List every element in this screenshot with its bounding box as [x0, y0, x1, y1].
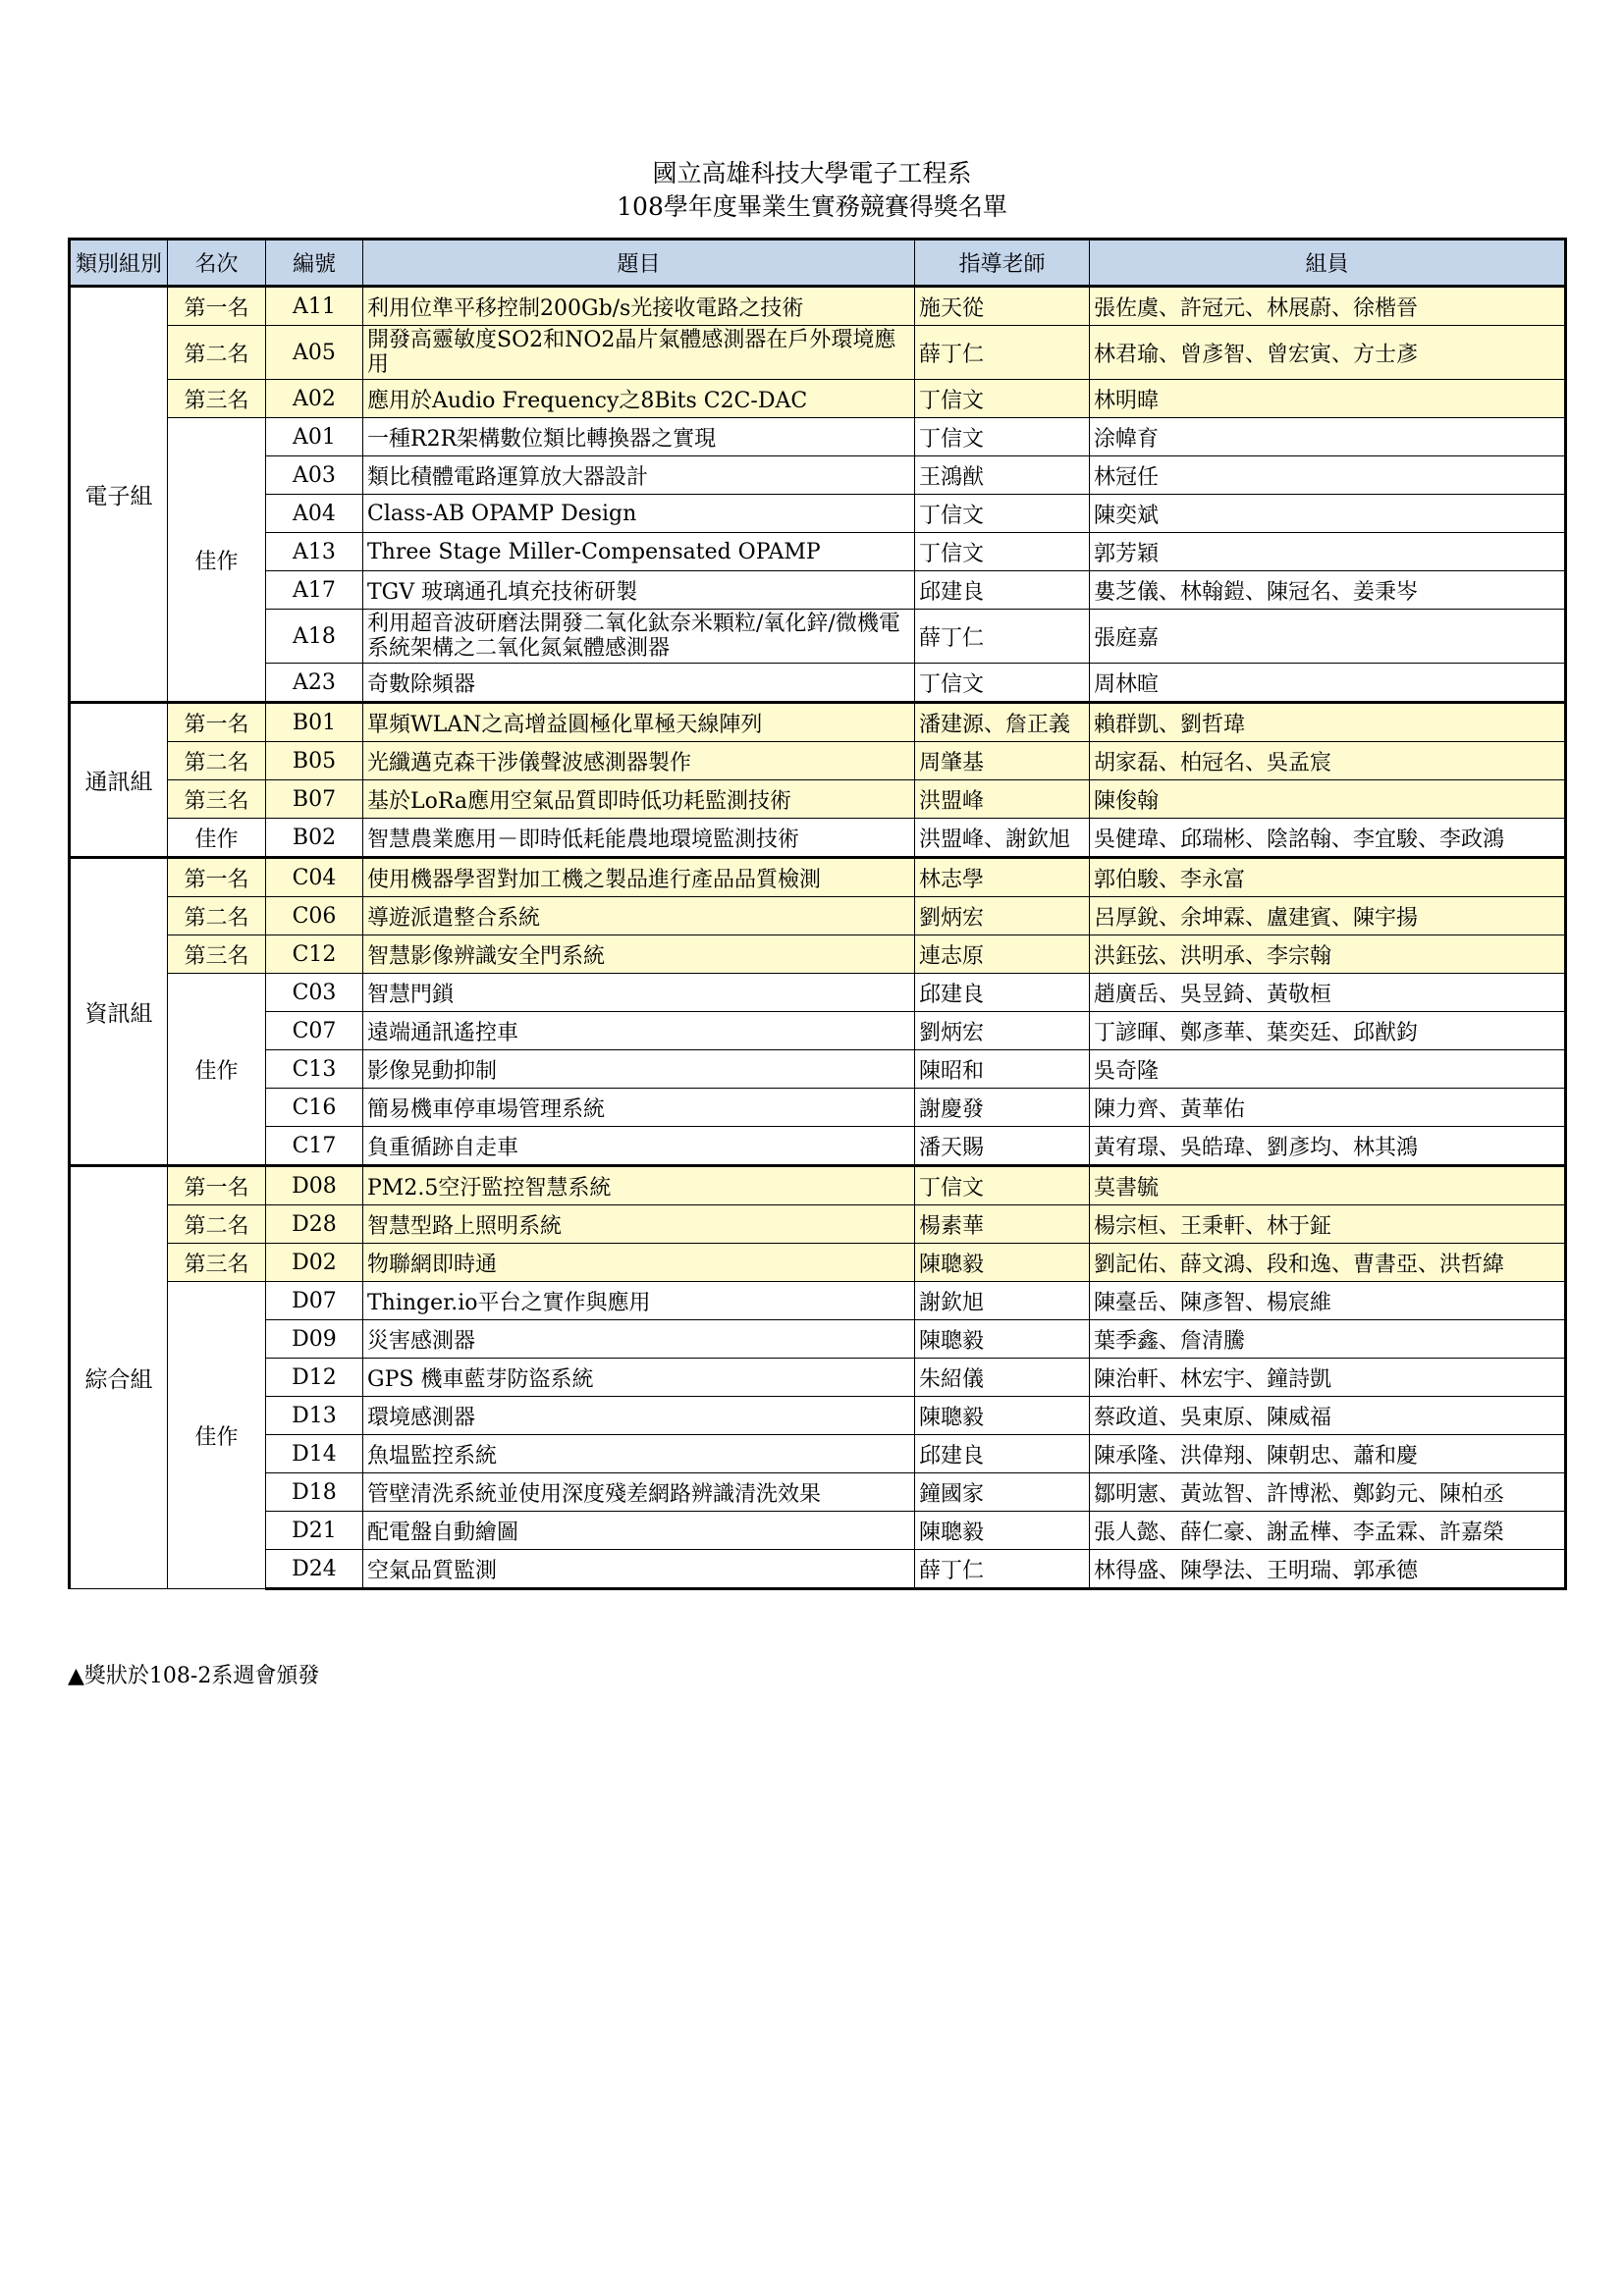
code-cell: D12	[266, 1359, 363, 1397]
rank-cell: 佳作	[168, 819, 266, 858]
topic-cell: 災害感測器	[363, 1320, 915, 1359]
members-cell: 郭芳穎	[1090, 533, 1566, 571]
code-cell: B01	[266, 703, 363, 742]
title-school: 國立高雄科技大學電子工程系	[652, 159, 972, 187]
code-cell: A11	[266, 287, 363, 326]
header-advisor: 指導老師	[915, 240, 1090, 287]
table-row	[70, 1397, 1566, 1435]
advisor-cell: 潘天賜	[915, 1127, 1090, 1166]
advisor-cell: 劉炳宏	[915, 1012, 1090, 1050]
members-cell: 周林暄	[1090, 664, 1566, 703]
members-cell: 張佐虞、許冠元、林展蔚、徐楷晉	[1090, 287, 1566, 326]
topic-cell: 利用超音波研磨法開發二氧化鈦奈米顆粒/氧化鋅/微機電系統架構之二氧化氮氣體感測器	[363, 610, 915, 664]
members-cell: 楊宗桓、王秉軒、林于鉦	[1090, 1205, 1566, 1244]
rank-cell: 佳作	[168, 974, 266, 1166]
advisor-cell: 劉炳宏	[915, 897, 1090, 935]
rank-cell: 第二名	[168, 1205, 266, 1244]
rank-cell: 第二名	[168, 742, 266, 780]
code-cell: A02	[266, 380, 363, 418]
rank-cell: 第三名	[168, 935, 266, 974]
code-cell: A17	[266, 571, 363, 610]
table-row	[70, 974, 1566, 1012]
topic-cell: 智慧影像辨識安全門系統	[363, 935, 915, 974]
topic-cell: 奇數除頻器	[363, 664, 915, 703]
advisor-cell: 薛丁仁	[915, 610, 1090, 664]
table-row	[70, 326, 1566, 380]
rank-cell: 第三名	[168, 1244, 266, 1282]
header-members: 組員	[1090, 240, 1566, 287]
header-category: 類別組別	[70, 240, 168, 287]
topic-cell: 光纖邁克森干涉儀聲波感測器製作	[363, 742, 915, 780]
members-cell: 林君瑜、曾彥智、曾宏寅、方士彥	[1090, 326, 1566, 380]
topic-cell: 智慧農業應用－即時低耗能農地環境監測技術	[363, 819, 915, 858]
awards-table	[68, 238, 1567, 1590]
members-cell: 陳承隆、洪偉翔、陳朝忠、蕭和慶	[1090, 1435, 1566, 1473]
topic-cell: 負重循跡自走車	[363, 1127, 915, 1166]
table-row	[70, 664, 1566, 703]
members-cell: 林冠任	[1090, 456, 1566, 495]
advisor-cell: 連志原	[915, 935, 1090, 974]
header-topic: 題目	[363, 240, 915, 287]
code-cell: A23	[266, 664, 363, 703]
table-row	[70, 935, 1566, 974]
table-row	[70, 1435, 1566, 1473]
members-cell: 陳臺岳、陳彥智、楊宸維	[1090, 1282, 1566, 1320]
members-cell: 涂幃育	[1090, 418, 1566, 456]
topic-cell: 利用位準平移控制200Gb/s光接收電路之技術	[363, 287, 915, 326]
header-code: 編號	[266, 240, 363, 287]
code-cell: D07	[266, 1282, 363, 1320]
topic-cell: 基於LoRa應用空氣品質即時低功耗監測技術	[363, 780, 915, 819]
code-cell: A04	[266, 495, 363, 533]
table-row	[70, 858, 1566, 897]
advisor-cell: 周肇基	[915, 742, 1090, 780]
title-event: 108學年度畢業生實務競賽得獎名單	[617, 192, 1007, 221]
members-cell: 吳奇隆	[1090, 1050, 1566, 1089]
code-cell: C13	[266, 1050, 363, 1089]
topic-cell: 應用於Audio Frequency之8Bits C2C-DAC	[363, 380, 915, 418]
table-row	[70, 1473, 1566, 1512]
advisor-cell: 陳昭和	[915, 1050, 1090, 1089]
advisor-cell: 楊素華	[915, 1205, 1090, 1244]
code-cell: A13	[266, 533, 363, 571]
advisor-cell: 王鴻猷	[915, 456, 1090, 495]
members-cell: 林明暐	[1090, 380, 1566, 418]
members-cell: 劉記佑、薛文鴻、段和逸、曹書亞、洪哲緯	[1090, 1244, 1566, 1282]
advisor-cell: 陳聰毅	[915, 1244, 1090, 1282]
members-cell: 胡家磊、柏冠名、吳孟宸	[1090, 742, 1566, 780]
members-cell: 呂厚銳、余坤霖、盧建賓、陳宇揚	[1090, 897, 1566, 935]
table-row	[70, 1012, 1566, 1050]
members-cell: 莫書毓	[1090, 1166, 1566, 1205]
advisor-cell: 陳聰毅	[915, 1512, 1090, 1550]
advisor-cell: 丁信文	[915, 533, 1090, 571]
members-cell: 林得盛、陳學法、王明瑞、郭承德	[1090, 1550, 1566, 1589]
category-cell: 電子組	[70, 287, 168, 703]
code-cell: B02	[266, 819, 363, 858]
code-cell: D28	[266, 1205, 363, 1244]
advisor-cell: 朱紹儀	[915, 1359, 1090, 1397]
code-cell: B05	[266, 742, 363, 780]
table-body	[70, 287, 1566, 1589]
rank-cell: 第一名	[168, 858, 266, 897]
topic-cell: PM2.5空汙監控智慧系統	[363, 1166, 915, 1205]
table-row	[70, 1050, 1566, 1089]
members-cell: 陳奕斌	[1090, 495, 1566, 533]
table-row	[70, 571, 1566, 610]
table-row	[70, 418, 1566, 456]
topic-cell: GPS 機車藍芽防盜系統	[363, 1359, 915, 1397]
members-cell: 郭伯駿、李永富	[1090, 858, 1566, 897]
header-rank: 名次	[168, 240, 266, 287]
code-cell: B07	[266, 780, 363, 819]
rank-cell: 佳作	[168, 418, 266, 703]
rank-cell: 第二名	[168, 326, 266, 380]
advisor-cell: 謝慶發	[915, 1089, 1090, 1127]
topic-cell: 物聯網即時通	[363, 1244, 915, 1282]
category-cell: 通訊組	[70, 703, 168, 858]
members-cell: 丁諺暉、鄭彥華、葉奕廷、邱猷鈞	[1090, 1012, 1566, 1050]
members-cell: 張人懿、薛仁豪、謝孟樺、李孟霖、許嘉榮	[1090, 1512, 1566, 1550]
code-cell: C06	[266, 897, 363, 935]
advisor-cell: 丁信文	[915, 418, 1090, 456]
topic-cell: 空氣品質監測	[363, 1550, 915, 1589]
rank-cell: 第一名	[168, 287, 266, 326]
code-cell: D18	[266, 1473, 363, 1512]
table-row	[70, 780, 1566, 819]
table-row	[70, 1512, 1566, 1550]
table-row	[70, 897, 1566, 935]
category-cell: 綜合組	[70, 1166, 168, 1589]
topic-cell: 智慧型路上照明系統	[363, 1205, 915, 1244]
topic-cell: 管壁清洗系統並使用深度殘差網路辨識清洗效果	[363, 1473, 915, 1512]
table-row	[70, 1205, 1566, 1244]
table-row	[70, 1089, 1566, 1127]
members-cell: 蔡政道、吳東原、陳威福	[1090, 1397, 1566, 1435]
topic-cell: 開發高靈敏度SO2和NO2晶片氣體感測器在戶外環境應用	[363, 326, 915, 380]
code-cell: C16	[266, 1089, 363, 1127]
topic-cell: 遠端通訊遙控車	[363, 1012, 915, 1050]
advisor-cell: 薛丁仁	[915, 1550, 1090, 1589]
advisor-cell: 丁信文	[915, 664, 1090, 703]
table-row	[70, 1127, 1566, 1166]
advisor-cell: 施天從	[915, 287, 1090, 326]
members-cell: 陳治軒、林宏宇、鐘詩凱	[1090, 1359, 1566, 1397]
table-row	[70, 1320, 1566, 1359]
advisor-cell: 陳聰毅	[915, 1320, 1090, 1359]
code-cell: D13	[266, 1397, 363, 1435]
rank-cell: 第一名	[168, 1166, 266, 1205]
table-row	[70, 287, 1566, 326]
members-cell: 葉季鑫、詹清騰	[1090, 1320, 1566, 1359]
members-cell: 陳力齊、黃華佑	[1090, 1089, 1566, 1127]
code-cell: C04	[266, 858, 363, 897]
topic-cell: 配電盤自動繪圖	[363, 1512, 915, 1550]
members-cell: 張庭嘉	[1090, 610, 1566, 664]
table-row	[70, 380, 1566, 418]
topic-cell: 一種R2R架構數位類比轉換器之實現	[363, 418, 915, 456]
members-cell: 鄒明憲、黃竑智、許博淞、鄭鈞元、陳柏丞	[1090, 1473, 1566, 1512]
topic-cell: 影像晃動抑制	[363, 1050, 915, 1089]
topic-cell: 智慧門鎖	[363, 974, 915, 1012]
topic-cell: 魚塭監控系統	[363, 1435, 915, 1473]
table-row	[70, 1244, 1566, 1282]
table-row	[70, 1282, 1566, 1320]
table-row	[70, 742, 1566, 780]
topic-cell: 使用機器學習對加工機之製品進行產品品質檢測	[363, 858, 915, 897]
topic-cell: 單頻WLAN之高增益圓極化單極天線陣列	[363, 703, 915, 742]
header-row	[70, 240, 1566, 287]
code-cell: A05	[266, 326, 363, 380]
code-cell: D14	[266, 1435, 363, 1473]
table-row	[70, 819, 1566, 858]
table-row	[70, 1166, 1566, 1205]
topic-cell: Three Stage Miller-Compensated OPAMP	[363, 533, 915, 571]
code-cell: D09	[266, 1320, 363, 1359]
members-cell: 賴群凱、劉哲瑋	[1090, 703, 1566, 742]
advisor-cell: 邱建良	[915, 1435, 1090, 1473]
code-cell: A01	[266, 418, 363, 456]
topic-cell: 環境感測器	[363, 1397, 915, 1435]
advisor-cell: 邱建良	[915, 571, 1090, 610]
advisor-cell: 邱建良	[915, 974, 1090, 1012]
topic-cell: Class-AB OPAMP Design	[363, 495, 915, 533]
members-cell: 趙廣岳、吳昱錡、黃敬桓	[1090, 974, 1566, 1012]
advisor-cell: 丁信文	[915, 1166, 1090, 1205]
topic-cell: 導遊派遣整合系統	[363, 897, 915, 935]
category-cell: 資訊組	[70, 858, 168, 1166]
advisor-cell: 陳聰毅	[915, 1397, 1090, 1435]
advisor-cell: 謝欽旭	[915, 1282, 1090, 1320]
table-row	[70, 1550, 1566, 1589]
advisor-cell: 潘建源、詹正義	[915, 703, 1090, 742]
rank-cell: 第二名	[168, 897, 266, 935]
advisor-cell: 洪盟峰、謝欽旭	[915, 819, 1090, 858]
code-cell: C12	[266, 935, 363, 974]
members-cell: 陳俊翰	[1090, 780, 1566, 819]
advisor-cell: 洪盟峰	[915, 780, 1090, 819]
table-row	[70, 703, 1566, 742]
advisor-cell: 林志學	[915, 858, 1090, 897]
rank-cell: 第一名	[168, 703, 266, 742]
topic-cell: 簡易機車停車場管理系統	[363, 1089, 915, 1127]
code-cell: C07	[266, 1012, 363, 1050]
members-cell: 婁芝儀、林翰鎧、陳冠名、姜秉岑	[1090, 571, 1566, 610]
advisor-cell: 丁信文	[915, 380, 1090, 418]
members-cell: 吳健瑋、邱瑞彬、陰詺翰、李宜駿、李政鴻	[1090, 819, 1566, 858]
code-cell: A18	[266, 610, 363, 664]
rank-cell: 第三名	[168, 780, 266, 819]
members-cell: 洪鈺弦、洪明承、李宗翰	[1090, 935, 1566, 974]
table-row	[70, 456, 1566, 495]
footnote: ▲獎狀於108-2系週會頒發	[68, 1664, 320, 1688]
code-cell: D24	[266, 1550, 363, 1589]
rank-cell: 第三名	[168, 380, 266, 418]
rank-cell: 佳作	[168, 1282, 266, 1589]
advisor-cell: 薛丁仁	[915, 326, 1090, 380]
members-cell: 黃宥璟、吳皓瑋、劉彥均、林其鴻	[1090, 1127, 1566, 1166]
code-cell: C17	[266, 1127, 363, 1166]
topic-cell: 類比積體電路運算放大器設計	[363, 456, 915, 495]
table-row	[70, 1359, 1566, 1397]
code-cell: D02	[266, 1244, 363, 1282]
code-cell: A03	[266, 456, 363, 495]
code-cell: D21	[266, 1512, 363, 1550]
code-cell: D08	[266, 1166, 363, 1205]
advisor-cell: 丁信文	[915, 495, 1090, 533]
table-row	[70, 533, 1566, 571]
topic-cell: Thinger.io平台之實作與應用	[363, 1282, 915, 1320]
table-row	[70, 495, 1566, 533]
topic-cell: TGV 玻璃通孔填充技術研製	[363, 571, 915, 610]
code-cell: C03	[266, 974, 363, 1012]
advisor-cell: 鐘國家	[915, 1473, 1090, 1512]
table-row	[70, 610, 1566, 664]
